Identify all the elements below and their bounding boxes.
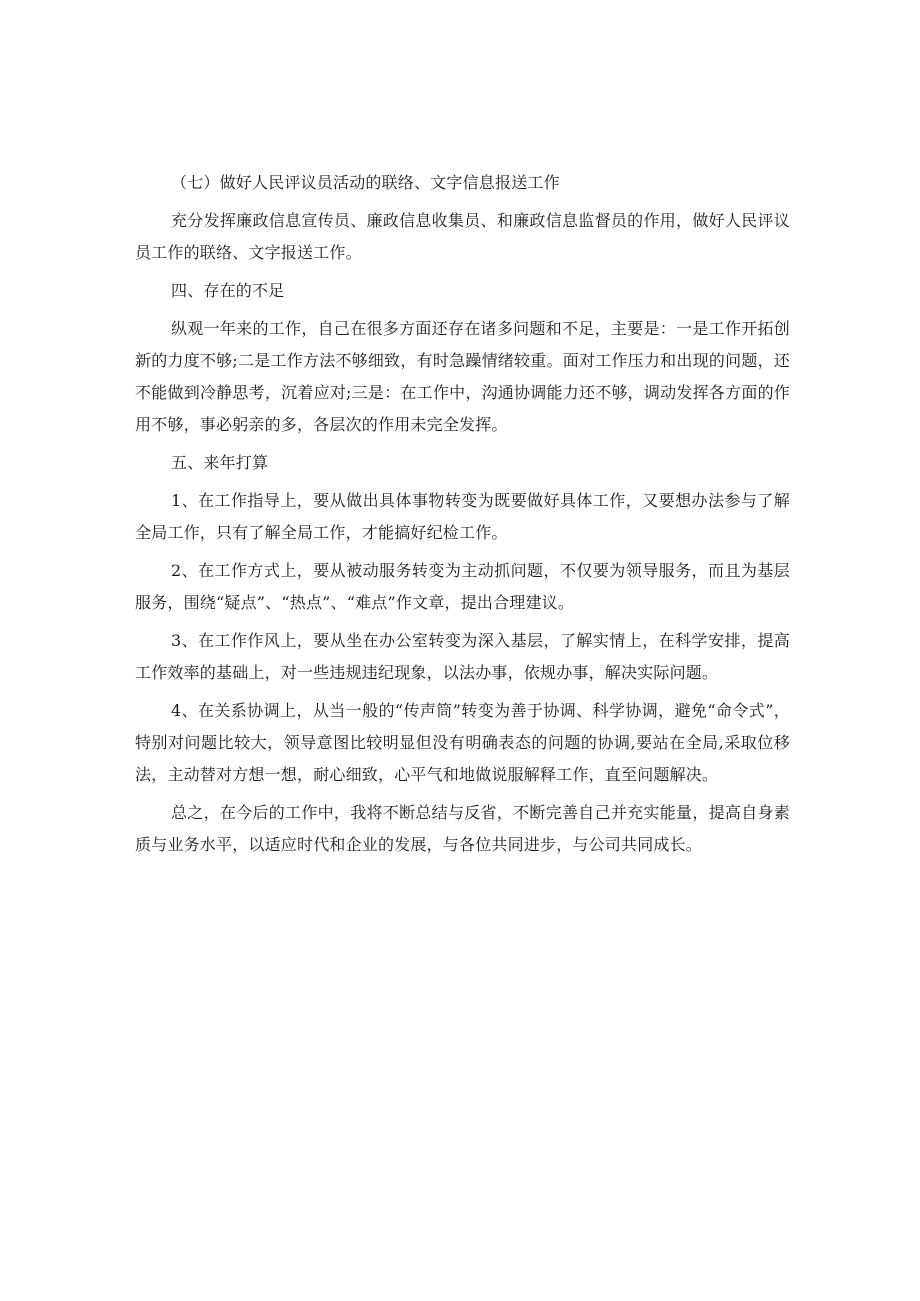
document-body (135, 167, 790, 867)
conclusion-paragraph: 总之，在今后的工作中，我将不断总结与反省，不断完善自己并充实能量，提高自身素质与业务水平，以适应时代和企业的发展，与各位共同进步，与公司共同成长。 (135, 803, 790, 854)
section-4-heading: 四、存在的不足 (171, 281, 285, 300)
plan-item-2: 2、在工作方式上，要从被动服务转变为主动抓问题，不仅要为领导服务，而且为基层服务，围绕“疑点”、“热点”、“难点”作文章，提出合理建议。 (135, 561, 790, 612)
plan-item-4: 4、在关系协调上，从当一般的“传声筒”转变为善于协调、科学协调，避免“命令式”，特别对问题比较大，领导意图比较明显但没有明确表态的问题的协调,要站在全局,采取位移法，主动替对方想一想，耐心细致，心平气和地做说服解释工作，直至问题解决。 (135, 701, 790, 784)
section-4-paragraph: 纵观一年来的工作，自己在很多方面还存在诸多问题和不足，主要是：一是工作开拓创新的力度不够;二是工作方法不够细致，有时急躁情绪较重。面对工作压力和出现的问题，还不能做到冷静思考，沉着应对;三是：在工作中，沟通协调能力还不够，调动发挥各方面的作用不够，事必躬亲的多，各层次的作用未完全发挥。 (135, 319, 790, 434)
plan-item-1: 1、在工作指导上，要从做出具体事物转变为既要做好具体工作，又要想办法参与了解全局工作，只有了解全局工作，才能搞好纪检工作。 (135, 491, 790, 542)
section-7-heading: （七）做好人民评议员活动的联络、文字信息报送工作 (171, 173, 560, 192)
plan-item-3: 3、在工作作风上，要从坐在办公室转变为深入基层，了解实情上，在科学安排，提高工作效率的基础上，对一些违规违纪现象，以法办事，依规办事，解决实际问题。 (135, 631, 790, 682)
section-5-heading: 五、来年打算 (171, 453, 269, 472)
section-7-paragraph: 充分发挥廉政信息宣传员、廉政信息收集员、和廉政信息监督员的作用，做好人民评议员工作的联络、文字报送工作。 (135, 211, 790, 262)
